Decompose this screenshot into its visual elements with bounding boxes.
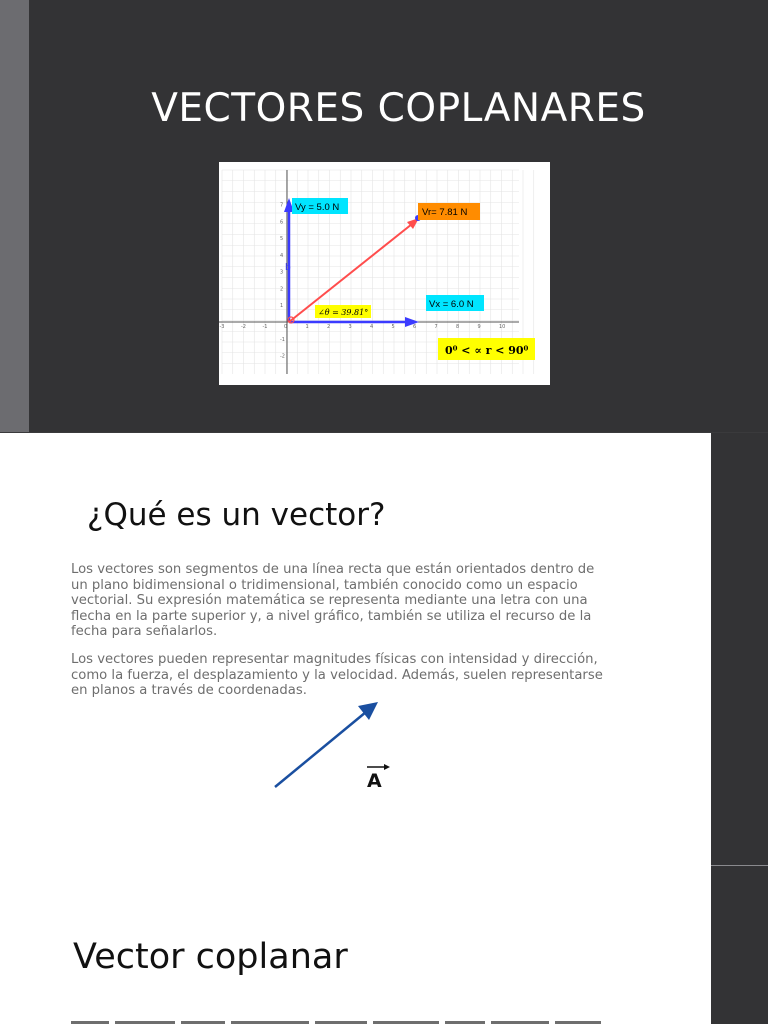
vx-arrowhead: [405, 317, 419, 327]
b-marker: b: [285, 263, 291, 273]
y-tick-label: 2: [280, 286, 284, 293]
y-tick-label: -2: [280, 353, 285, 360]
x-tick-label: 1: [305, 324, 309, 330]
range-label: 0⁰ < ∝ r < 90⁰: [445, 344, 529, 357]
y-tick-label: 6: [280, 219, 284, 226]
y-tick-label: 4: [280, 252, 284, 259]
vx-label: Vx = 6.0 N: [429, 299, 474, 310]
x-tick-label: 10: [499, 324, 506, 330]
slide-accent-bar: [0, 0, 29, 432]
x-tick-label: 6: [413, 324, 417, 330]
cut-off-text-line: [71, 1017, 631, 1024]
x-tick-label: 2: [327, 324, 331, 330]
section-title-coplanar: Vector coplanar: [73, 937, 348, 977]
vector-magnitudes-paragraph: Los vectores pueden representar magnitudes físicas con intensidad y dirección, como la fuerza, el desplazamiento y la velocidad. Además, suelen representarse en planos a través de coordenadas.: [71, 652, 603, 699]
slide-divider: [711, 865, 768, 866]
x-tick-label: -2: [241, 324, 246, 330]
x-tick-label: -1: [262, 324, 268, 330]
x-tick-label: -3: [219, 324, 225, 330]
y-tick-label: 3: [280, 269, 284, 276]
x-tick-label: 8: [456, 324, 460, 330]
y-tick-label: 7: [280, 202, 284, 209]
x-tick-label: 7: [434, 324, 438, 330]
slide-title: [0, 0, 768, 432]
y-tick-label: -1: [280, 336, 285, 343]
x-tick-label: 5: [391, 324, 395, 330]
vector-arrow-shaft: [275, 712, 366, 787]
x-tick-label: 3: [348, 324, 352, 330]
vector-label: A: [367, 770, 382, 792]
y-tick-label: 1: [280, 303, 284, 310]
vr-label: Vr= 7.81 N: [422, 207, 468, 218]
angle-label: ∠θ = 39.81°: [318, 308, 369, 317]
x-tick-label: 0: [284, 324, 288, 330]
x-tick-label: 4: [370, 324, 374, 330]
vy-label: Vy = 5.0 N: [295, 202, 340, 213]
vector-diagram: [219, 162, 550, 385]
x-tick-label: 9: [477, 324, 481, 330]
slide-edge-strip: [711, 433, 768, 1024]
section-title-vector: ¿Qué es un vector?: [87, 497, 386, 533]
slide-title-text: VECTORES COPLANARES: [151, 86, 646, 131]
y-tick-label: 5: [280, 236, 284, 243]
vector-definition-paragraph: Los vectores son segmentos de una línea recta que están orientados dentro de un plano bidimensional o tridimensional, también conocido como un espacio vectorial. Su expresión matemática se representa mediante una letra con una flecha en la parte superior y, a nivel gráfico, también se utiliza el recurso de la fecha para señalarlos.: [71, 562, 595, 640]
axis-ticks: [220, 203, 506, 360]
vector-diagram-svg: [219, 162, 550, 385]
